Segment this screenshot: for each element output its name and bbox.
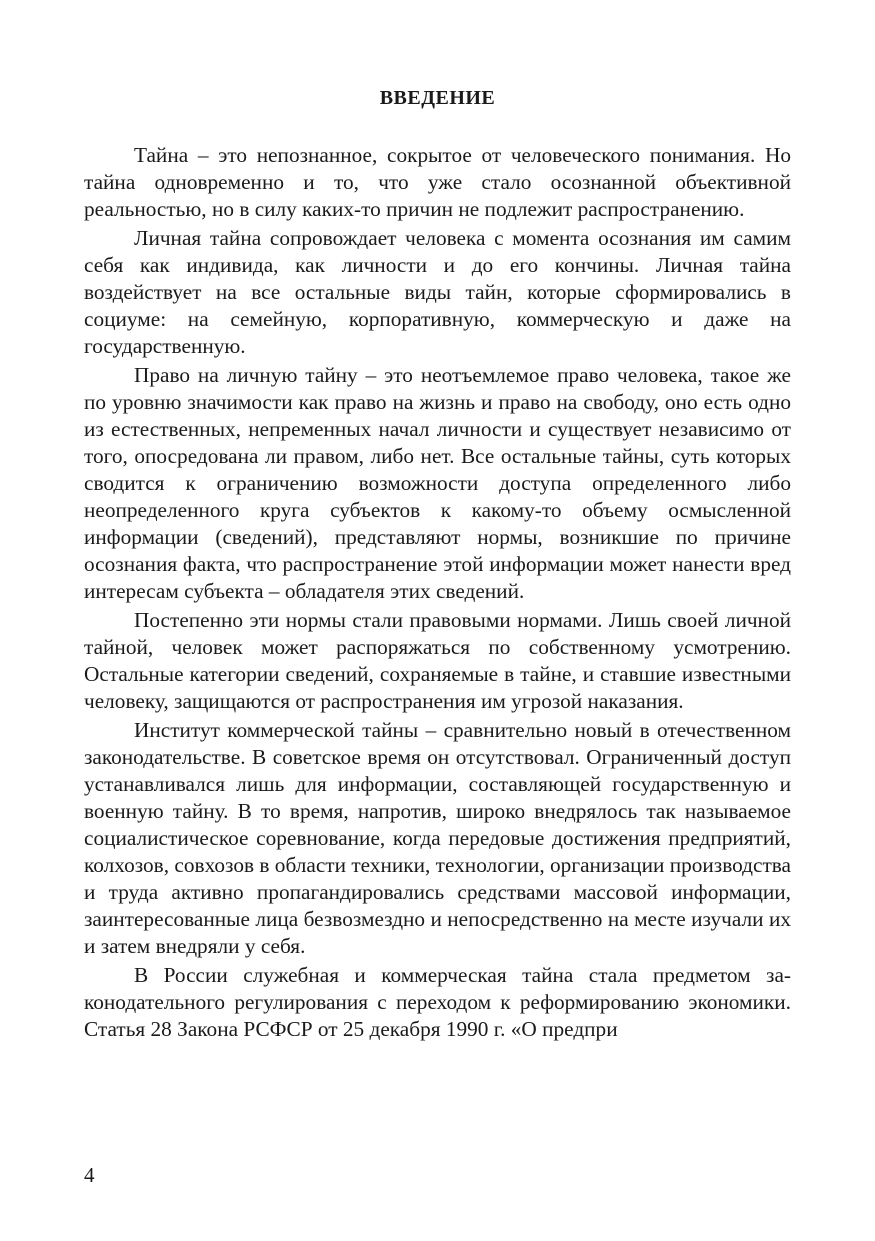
paragraph-6: В России служебная и коммерческая тайна стала предметом законодательного регулирования с переходом к реформированию экономики. Статья 28 Закона РСФСР от 25 декабря 1990 г. «О предпри (84, 963, 791, 1041)
paragraph-2: Личная тайна сопровождает человека с момента осознания им самим себя как индивида, как личности и до его кончины. Личная тайна воздействует на все остальные виды тайн, которые сформировались в социуме: на семейную, корпоративную, коммерческую и даже на государственную. (84, 226, 791, 358)
page-title: ВВЕДЕНИЕ (379, 87, 496, 109)
paragraph-5: Институт коммерческой тайны – сравнительно новый в отечественном законодательстве. В советское время он отсутствовал. Ограниченный доступ устанавливался лишь для информации, составляющей государственную и военную тайну. В то время, напротив, широко внедрялось так называемое социалистическое соревнование, когда передовые достижения предприятий, колхозов, совхозов в области техники, технологии, организации производства и труда активно пропагандировались средствами массовой информации, заинтересованные лица безвозмездно и непосредственно на месте изучали их и затем внедряли у себя. (84, 718, 791, 958)
page-number: 4 (84, 1163, 95, 1187)
paragraph-3: Право на личную тайну – это неотъемлемое право человека, такое же по уровню значимости как право на жизнь и право на свободу, оно есть одно из естественных, непременных начал личности и существует независимо от того, опосредована ли правом, либо нет. Все остальные тайны, суть которых сводится к ограничению возможности доступа определенного либо неопределенного круга субъектов к какому-то объему осмысленной информации (сведений), представляют нормы, возникшие по причине осознания факта, что распространение этой информации может нанести вред интересам субъекта – обладателя этих сведений. (84, 363, 791, 603)
document-page (84, 84, 791, 1043)
paragraph-4: Постепенно эти нормы стали правовыми нормами. Лишь своей личной тайной, человек может распоряжаться по собственному усмотрению. Остальные категории сведений, сохраняемые в тайне, и ставшие известными человеку, защищаются от распространения им угрозой наказания. (84, 608, 791, 713)
paragraph-1: Тайна – это непознанное, сокрытое от человеческого понимания. Но тайна одновременно и то, что уже стало осознанной объективной реальностью, но в силу каких-то причин не подлежит распространению. (84, 143, 791, 221)
